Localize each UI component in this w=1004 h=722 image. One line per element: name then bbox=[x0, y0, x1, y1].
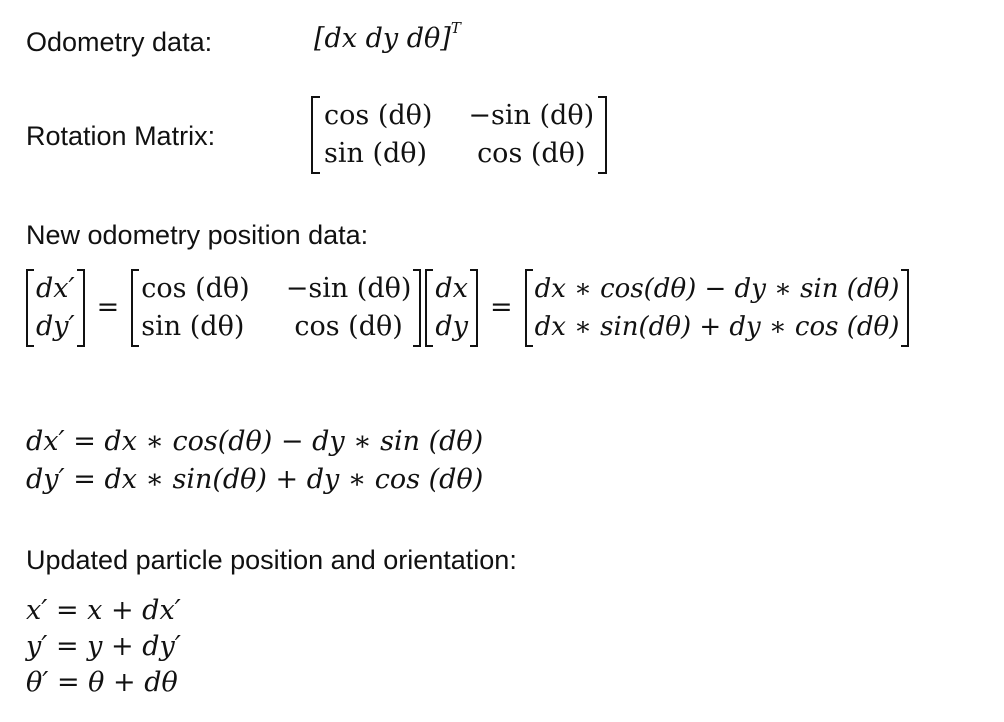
vec-dy: dy bbox=[435, 311, 468, 342]
transform-r1c1: cos (dθ) bbox=[141, 273, 250, 304]
rot-left-bracket bbox=[129, 268, 141, 348]
equation-dy-prime: dy′ = dx ∗ sin(dθ) + dy ∗ cos (dθ) bbox=[26, 464, 484, 495]
update-x: x′ = x + dx′ bbox=[26, 595, 181, 626]
odometry-label: Odometry data: bbox=[26, 27, 213, 57]
update-equations bbox=[26, 593, 181, 701]
equals-sign-1: = bbox=[96, 292, 120, 323]
transpose-symbol: T bbox=[450, 19, 461, 37]
odometry-vector-text: [dx dy dθ] bbox=[314, 23, 451, 54]
transform-r1c2: −sin (dθ) bbox=[285, 273, 412, 304]
odometry-vector bbox=[314, 19, 461, 54]
left-bracket bbox=[308, 95, 322, 175]
result-right-bracket bbox=[899, 268, 911, 348]
rotation-r1c2: −sin (dθ) bbox=[468, 100, 595, 131]
rotation-matrix-label: Rotation Matrix: bbox=[26, 121, 216, 151]
rotation-r2c1: sin (dθ) bbox=[324, 138, 428, 169]
lhs-dx-prime: dx′ bbox=[36, 273, 75, 304]
result-row-1: dx ∗ cos(dθ) − dy ∗ sin (dθ) bbox=[534, 274, 900, 304]
right-bracket bbox=[596, 95, 610, 175]
rot-right-bracket bbox=[411, 268, 423, 348]
result-row-2: dx ∗ sin(dθ) + dy ∗ cos (dθ) bbox=[534, 312, 900, 342]
vec-dx: dx bbox=[435, 273, 468, 304]
update-y: y′ = y + dy′ bbox=[26, 631, 181, 662]
result-left-bracket bbox=[523, 268, 535, 348]
lhs-left-bracket bbox=[24, 268, 36, 348]
equals-sign-2: = bbox=[489, 292, 513, 323]
lhs-dy-prime: dy′ bbox=[36, 311, 75, 342]
rotation-r1c1: cos (dθ) bbox=[324, 100, 433, 131]
equation-dx-prime: dx′ = dx ∗ cos(dθ) − dy ∗ sin (dθ) bbox=[26, 426, 484, 457]
lhs-right-bracket bbox=[75, 268, 87, 348]
transform-equation bbox=[24, 268, 911, 348]
rotation-matrix bbox=[308, 95, 610, 175]
vec-left-bracket bbox=[423, 268, 435, 348]
transform-r2c2: cos (dθ) bbox=[294, 311, 403, 342]
rotation-r2c2: cos (dθ) bbox=[477, 138, 586, 169]
update-theta: θ′ = θ + dθ bbox=[26, 667, 178, 698]
new-position-label: New odometry position data: bbox=[26, 220, 369, 250]
vec-right-bracket bbox=[468, 268, 480, 348]
expanded-equations bbox=[26, 423, 483, 499]
updated-particle-label: Updated particle position and orientation: bbox=[26, 545, 517, 575]
transform-r2c1: sin (dθ) bbox=[141, 311, 245, 342]
